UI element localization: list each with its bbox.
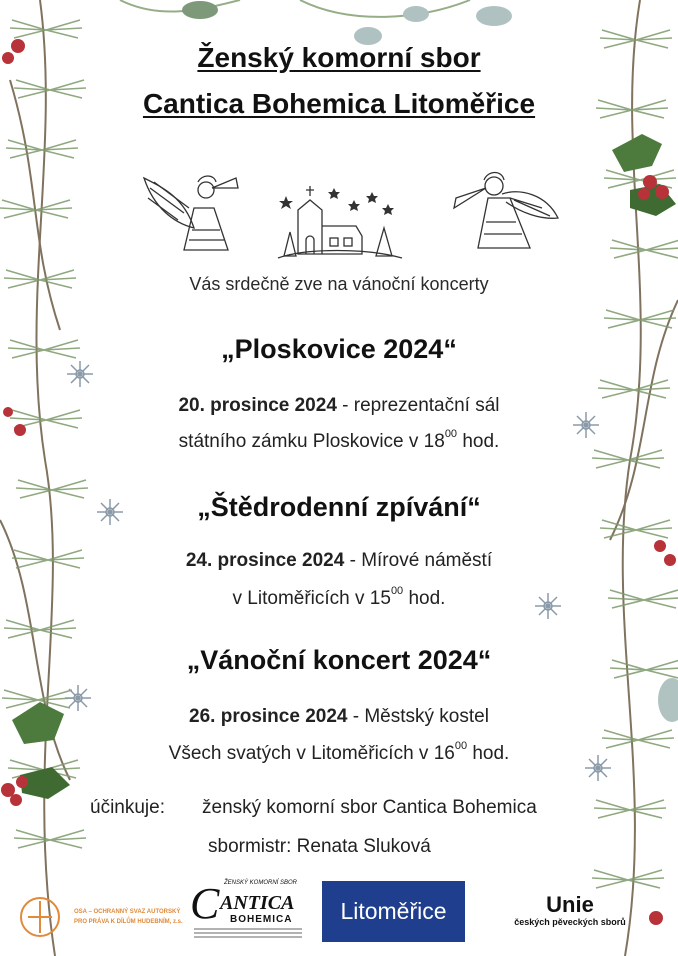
event-1-date: 20. prosince 2024 (178, 395, 337, 416)
berries (1, 39, 676, 928)
event-1-hour-suffix: hod. (457, 431, 500, 452)
left-branch (0, 0, 70, 956)
top-sprigs (120, 0, 512, 45)
event-2-location-time: v Litoměřicích v 15 (232, 588, 391, 609)
event-3-hour-suffix: hod. (467, 743, 510, 764)
osa-emblem-icon (18, 895, 68, 940)
osa-line-2: PRO PRÁVA K DÍLŮM HUDEBNÍM, z.s. (74, 919, 183, 925)
litomerice-logo: Litoměřice (322, 881, 465, 942)
event-3-line-2 (0, 740, 678, 765)
conductor-text: sbormistr: Renata Sluková (208, 836, 431, 857)
performers-value: ženský komorní sbor Cantica Bohemica (202, 797, 537, 818)
event-2-title: „Štědrodenní zpívání“ (197, 492, 481, 522)
unie-logo-main: Unie (546, 892, 594, 917)
event-3-date: 26. prosince 2024 (189, 706, 348, 727)
cantica-logo-top: ŽENSKÝ KOMORNÍ SBOR (224, 880, 298, 886)
cantica-logo-sub: BOHEMICA (230, 914, 293, 925)
event-2-separator: - (344, 550, 362, 571)
event-2-line-2 (0, 585, 678, 610)
event-1-separator: - (336, 395, 354, 416)
invitation-text: Vás srdečně zve na vánoční koncerty (189, 274, 489, 294)
osa-logo (18, 895, 183, 940)
event-1-venue: reprezentační sál (353, 395, 500, 416)
angel-trumpet-left-illustration (134, 168, 242, 256)
event-3-location-time: Všech svatých v Litoměřicích v 16 (168, 743, 455, 764)
event-2-line-1 (0, 550, 678, 572)
unie-logo-sub: českých pěveckých sborů (514, 917, 626, 927)
event-2-date: 24. prosince 2024 (185, 550, 345, 571)
event-3-separator: - (347, 706, 365, 727)
angel-trumpet-right-illustration (450, 168, 566, 254)
title-line-1: Ženský komorní sbor (197, 42, 481, 73)
event-1-time-minutes: 00 (444, 428, 458, 440)
event-1-location-time: státního zámku Ploskovice v 18 (178, 431, 445, 452)
event-2-time-minutes: 00 (390, 585, 404, 597)
event-2-venue: Mírové náměstí (361, 550, 493, 571)
event-1-line-2 (0, 428, 678, 453)
performers-label: účinkuje: (90, 797, 165, 818)
event-3-title: „Vánoční koncert 2024“ (186, 645, 492, 675)
event-1-line-1 (0, 395, 678, 417)
event-1-title: „Ploskovice 2024“ (221, 334, 457, 364)
cantica-bohemica-logo (190, 878, 305, 940)
unie-logo (490, 893, 650, 927)
event-3-line-1 (0, 706, 678, 728)
title-line-2: Cantica Bohemica Litoměřice (142, 88, 536, 119)
cantica-logo-main: ANTICA (220, 892, 295, 914)
osa-line-1: OSA – OCHRANNÝ SVAZ AUTORSKÝ (74, 909, 181, 915)
event-2-hour-suffix: hod. (403, 588, 446, 609)
cantica-logo-c-icon: C (190, 879, 220, 928)
music-staff-icon (194, 926, 304, 940)
event-3-time-minutes: 00 (454, 740, 468, 752)
church-illustration (276, 182, 404, 266)
event-3-venue: Městský kostel (364, 706, 489, 727)
